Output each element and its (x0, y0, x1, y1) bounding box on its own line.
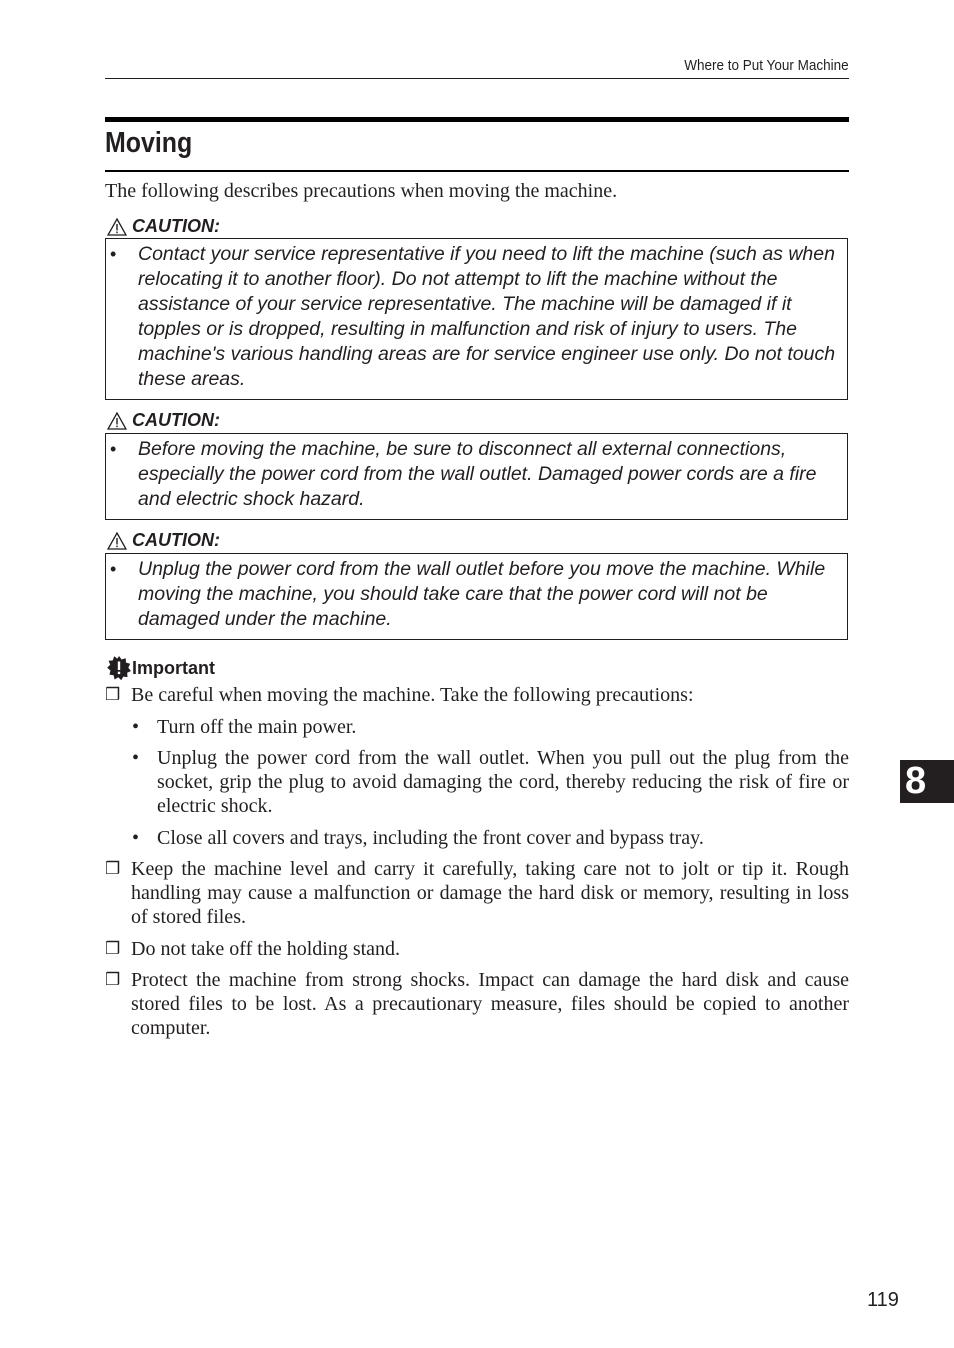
running-header: Where to Put Your Machine (684, 57, 849, 74)
caution-label-text: CAUTION: (132, 216, 220, 236)
important-item (105, 968, 849, 1040)
bullet: • (110, 559, 117, 579)
bullet: • (110, 439, 117, 459)
chapter-number: 8 (905, 760, 927, 802)
important-item-text: Be careful when moving the machine. Take the following precautions: (131, 684, 694, 706)
caution-label-text: CAUTION: (132, 530, 220, 550)
sub-item-text: Turn off the main power. (157, 716, 357, 738)
heading-top-rule (105, 117, 849, 122)
caution-box (105, 238, 848, 400)
sub-item-text: Unplug the power cord from the wall outlet. When you pull out the plug from the socket, grip the plug to avoid damaging the cord, thereby reducing the risk of fire or electric shock. (157, 747, 849, 817)
caution-text: Before moving the machine, be sure to disconnect all external connections, especially the power cord from the wall outlet. Damaged power cords are a fire and electric shock hazard. (138, 438, 817, 510)
heading-bottom-rule (105, 170, 849, 172)
page-number: 119 (867, 1289, 899, 1311)
caution-label (107, 410, 220, 431)
warning-triangle-icon (107, 412, 127, 430)
warning-triangle-icon (107, 532, 127, 550)
important-item-text: Do not take off the holding stand. (131, 938, 401, 960)
bullet: • (132, 716, 140, 738)
sub-item (132, 715, 849, 739)
important-item (105, 857, 849, 929)
important-item-text: Keep the machine level and carry it carefully, taking care not to jolt or tip it. Rough handling may cause a malfunction or damage the hard disk or memory, resulting in loss of stored files. (131, 858, 849, 928)
section-title: Moving (105, 127, 193, 159)
checkbox-glyph: ❒ (105, 970, 121, 989)
bullet: • (132, 747, 140, 769)
checkbox-glyph: ❒ (105, 685, 121, 704)
caution-item (106, 434, 847, 520)
caution-item (106, 239, 847, 400)
caution-label (107, 530, 220, 551)
caution-item (106, 554, 847, 640)
warning-triangle-icon (107, 218, 127, 236)
important-item (105, 683, 849, 707)
checkbox-glyph: ❒ (105, 939, 121, 958)
header-rule (105, 78, 849, 79)
important-badge-icon (107, 656, 131, 680)
caution-label-text: CAUTION: (132, 410, 220, 430)
intro-paragraph: The following describes precautions when moving the machine. (105, 180, 618, 202)
chapter-tab (900, 760, 954, 803)
important-item-text: Protect the machine from strong shocks. Impact can damage the hard disk and cause stored files to be lost. As a precautionary measure, files should be copied to another computer. (131, 969, 849, 1039)
caution-label (107, 216, 220, 237)
checkbox-glyph: ❒ (105, 859, 121, 878)
caution-text: Unplug the power cord from the wall outlet before you move the machine. While moving the machine, you should take care that the power cord will not be damaged under the machine. (138, 558, 826, 630)
caution-text: Contact your service representative if you need to lift the machine (such as when relocating it to another floor). Do not attempt to lift the machine without the assistance of your service representative. The machine will be damaged if it topples or is dropped, resulting in malfunction and risk of injury to users. The machine's various handling areas are for service engineer use only. Do not touch these areas. (138, 243, 836, 390)
bullet: • (110, 244, 117, 264)
important-label: Important (132, 657, 215, 678)
sub-item (132, 826, 849, 850)
important-item (105, 937, 849, 961)
sub-item-text: Close all covers and trays, including the front cover and bypass tray. (157, 827, 704, 849)
caution-box (105, 553, 848, 640)
sub-item (132, 746, 849, 818)
bullet: • (132, 827, 140, 849)
important-heading (107, 656, 215, 680)
caution-box (105, 433, 848, 520)
